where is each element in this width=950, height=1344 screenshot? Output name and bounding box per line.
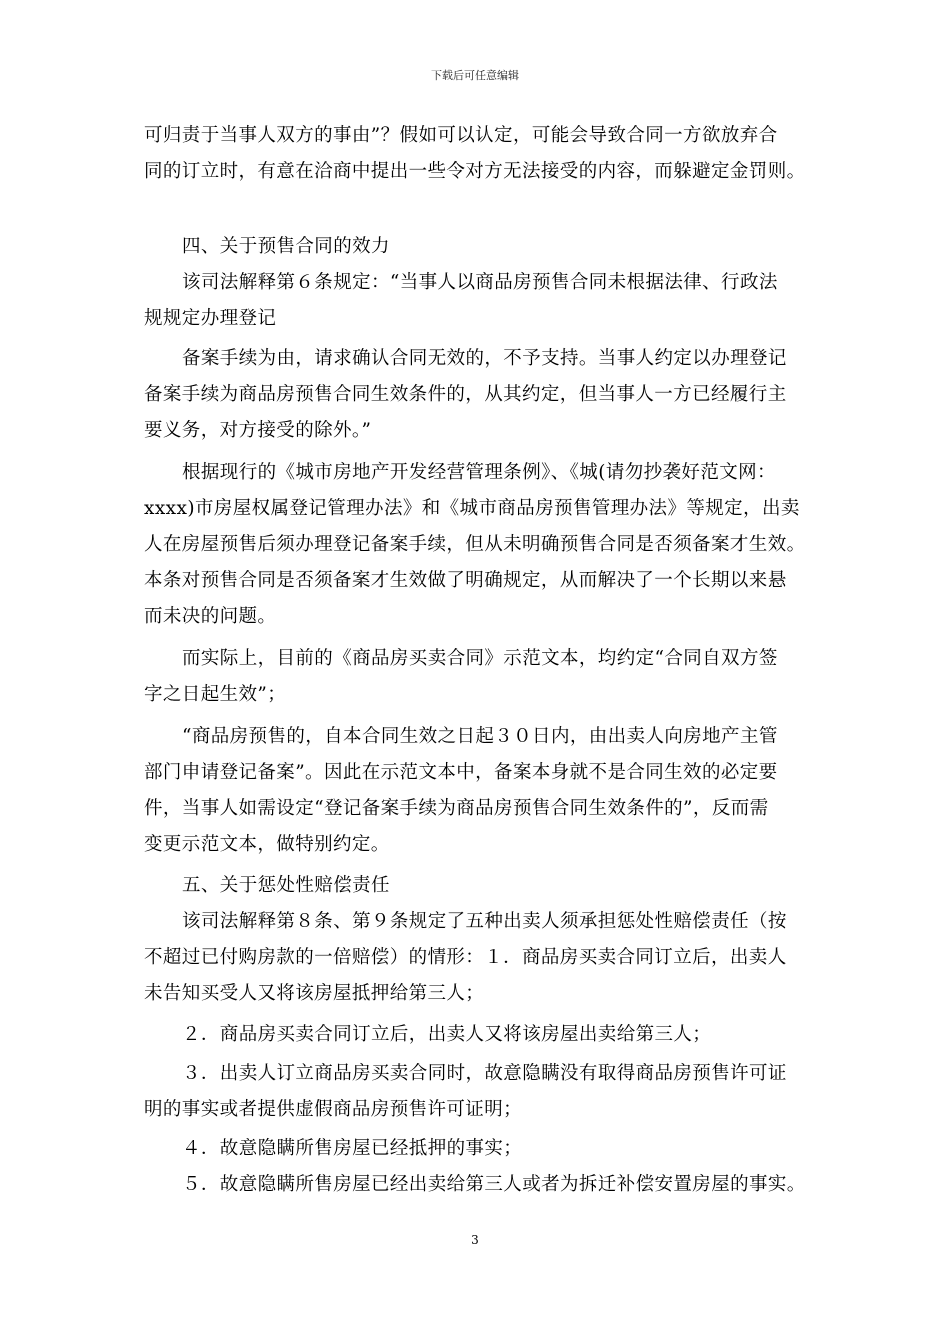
text-line: 规规定办理登记 <box>144 308 277 329</box>
text-line: 字之日起生效”； <box>144 684 287 705</box>
text-line: 同的订立时，有意在洽商中提出一些令对方无法接受的内容，而躲避定金罚则。 <box>144 161 806 182</box>
text-line: 可归责于当事人双方的事由”？假如可以认定，可能会导致合同一方欲放弃合 <box>144 125 778 146</box>
text-line: 而实际上，目前的《商品房买卖合同》示范文本，均约定“合同自双方签 <box>182 648 778 669</box>
text-line: 未告知买受人又将该房屋抵押给第三人； <box>144 983 485 1004</box>
page-number: 3 <box>471 1233 479 1247</box>
list-item: ５．故意隐瞒所售房屋已经出卖给第三人或者为拆迁补偿安置房屋的事实。 <box>182 1174 806 1195</box>
text-line: 不超过已付购房款的一倍赔偿）的情形：１．商品房买卖合同订立后，出卖人 <box>144 947 787 968</box>
text-line: 件，当事人如需设定“登记备案手续为商品房预售合同生效条件的”，反而需 <box>144 798 769 819</box>
text-line: 部门申请登记备案”。因此在示范文本中，备案本身就不是合同生效的必定要 <box>144 762 778 783</box>
text-line: “商品房预售的，自本合同生效之日起３０日内，由出卖人向房地产主管 <box>182 726 778 747</box>
list-item: ３．出卖人订立商品房买卖合同时，故意隐瞒没有取得商品房预售许可证 <box>182 1063 787 1084</box>
text-line: 备案手续为商品房预售合同生效条件的，从其约定，但当事人一方已经履行主 <box>144 384 787 405</box>
text-line: 本条对预售合同是否须备案才生效做了明确规定，从而解决了一个长期以来悬 <box>144 570 787 591</box>
text-line: 要义务，对方接受的除外。” <box>144 420 372 441</box>
section-heading-four: 四、关于预售合同的效力 <box>182 236 390 257</box>
text-line: 根据现行的《城市房地产开发经营管理条例》、《城(请勿抄袭好范文网： <box>182 462 776 483</box>
text-line: 变更示范文本，做特别约定。 <box>144 834 390 855</box>
list-item: ２．商品房买卖合同订立后，出卖人又将该房屋出卖给第三人； <box>182 1024 712 1045</box>
list-item: ４．故意隐瞒所售房屋已经抵押的事实； <box>182 1138 523 1159</box>
text-line: 明的事实或者提供虚假商品房预售许可证明； <box>144 1099 523 1120</box>
text-line: 该司法解释第６条规定：“当事人以商品房预售合同未根据法律、行政法 <box>182 272 778 293</box>
text-line: 而未决的问题。 <box>144 606 277 627</box>
text-line: 人在房屋预售后须办理登记备案手续，但从未明确预售合同是否须备案才生效。 <box>144 534 806 555</box>
text-line: xxxx)市房屋权属登记管理办法》和《城市商品房预售管理办法》等规定，出卖 <box>144 498 800 519</box>
text-line: 备案手续为由，请求确认合同无效的，不予支持。当事人约定以办理登记 <box>182 348 787 369</box>
section-heading-five: 五、关于惩处性赔偿责任 <box>182 875 390 896</box>
page-header: 下载后可任意编辑 <box>431 69 519 82</box>
text-line: 该司法解释第８条、第９条规定了五种出卖人须承担惩处性赔偿责任（按 <box>182 911 787 932</box>
